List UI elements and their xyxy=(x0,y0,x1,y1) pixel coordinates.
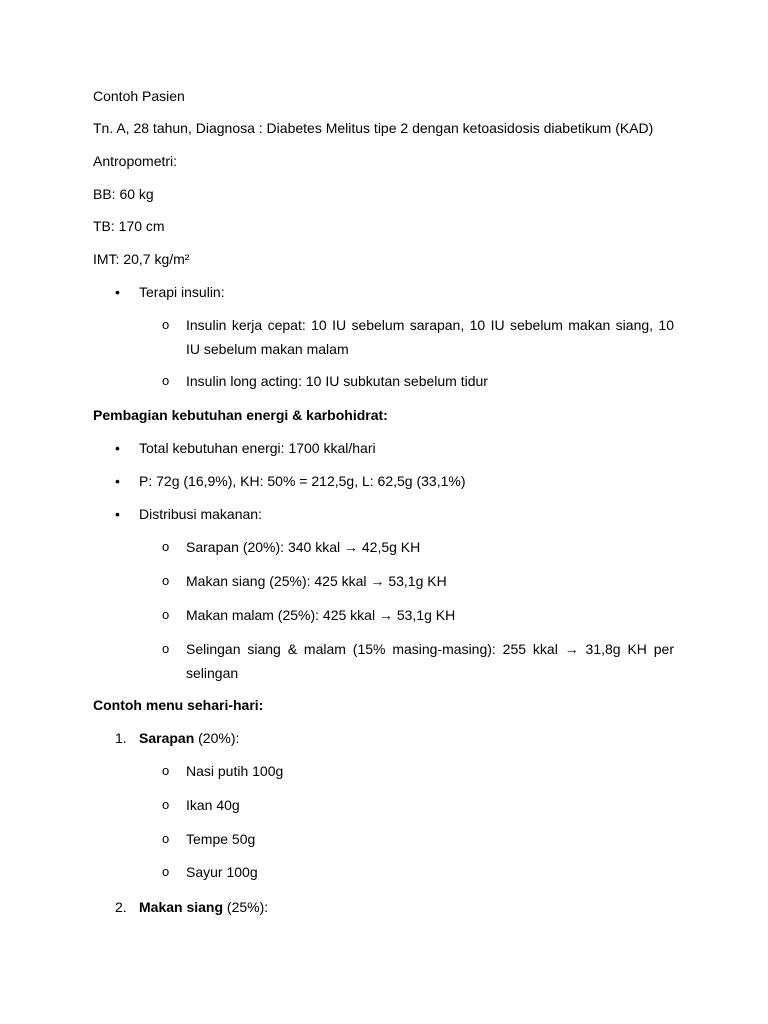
pembagian-item-3: Distribusi makanan: xyxy=(139,506,262,522)
terapi-label: Terapi insulin: xyxy=(139,284,225,300)
meal-1-item: Sayur 100g xyxy=(186,864,258,880)
bullet-icon: • xyxy=(115,284,120,300)
sub-bullet-icon: o xyxy=(162,797,170,812)
doc-title: Contoh Pasien xyxy=(93,88,185,104)
meal-1-item: Tempe 50g xyxy=(186,831,256,847)
sub-bullet-icon: o xyxy=(162,317,170,332)
bb-value: BB: 60 kg xyxy=(93,186,154,202)
sub-bullet-icon: o xyxy=(162,864,170,879)
terapi-item-2: Insulin long acting: 10 IU subkutan sebelum tidur xyxy=(186,373,488,389)
sub-bullet-icon: o xyxy=(162,763,170,778)
sub-bullet-icon: o xyxy=(162,573,170,588)
bullet-icon: • xyxy=(115,506,120,522)
imt-value: IMT: 20,7 kg/m² xyxy=(93,251,190,267)
distribusi-item-2: Makan siang (25%): 425 kkal → 53,1g KH xyxy=(186,573,447,589)
patient-info: Tn. A, 28 tahun, Diagnosa : Diabetes Melitus tipe 2 dengan ketoasidosis diabetikum (KAD) xyxy=(93,120,654,136)
sub-bullet-icon: o xyxy=(162,641,170,656)
meal-1-item: Nasi putih 100g xyxy=(186,763,284,779)
terapi-item-1-line1: Insulin kerja cepat: 10 IU sebelum sarapan, 10 IU sebelum makan siang, 10 xyxy=(186,317,674,333)
terapi-item-1-line2: IU sebelum makan malam xyxy=(186,341,349,357)
pembagian-heading: Pembagian kebutuhan energi & karbohidrat: xyxy=(93,407,388,423)
meal-1-title xyxy=(139,729,239,747)
meal-number: 2. xyxy=(115,899,127,915)
distribusi-item-3: Makan malam (25%): 425 kkal → 53,1g KH xyxy=(186,607,456,623)
menu-heading: Contoh menu sehari-hari: xyxy=(93,697,264,713)
meal-2-pct: (25%): xyxy=(223,899,269,915)
sub-bullet-icon: o xyxy=(162,607,170,622)
meal-2-title xyxy=(139,898,268,916)
sub-bullet-icon: o xyxy=(162,373,170,388)
meal-2-name: Makan siang xyxy=(139,899,224,915)
meal-1-item: Ikan 40g xyxy=(186,797,240,813)
meal-1-name: Sarapan xyxy=(139,730,195,746)
sub-bullet-icon: o xyxy=(162,539,170,554)
pembagian-item-1: Total kebutuhan energi: 1700 kkal/hari xyxy=(139,440,376,456)
meal-number: 1. xyxy=(115,730,127,746)
pembagian-item-2: P: 72g (16,9%), KH: 50% = 212,5g, L: 62,5g (33,1%) xyxy=(139,473,466,489)
selingan-line2: selingan xyxy=(186,665,239,681)
bullet-icon: • xyxy=(115,473,120,489)
sub-bullet-icon: o xyxy=(162,831,170,846)
meal-1-pct: (20%): xyxy=(194,730,240,746)
bullet-icon: • xyxy=(115,440,120,456)
antropometri-label: Antropometri: xyxy=(93,153,178,169)
selingan-line1: Selingan siang & malam (15% masing-masing): 255 kkal → 31,8g KH per xyxy=(186,641,674,657)
distribusi-item-1: Sarapan (20%): 340 kkal → 42,5g KH xyxy=(186,539,421,555)
tb-value: TB: 170 cm xyxy=(93,218,165,234)
